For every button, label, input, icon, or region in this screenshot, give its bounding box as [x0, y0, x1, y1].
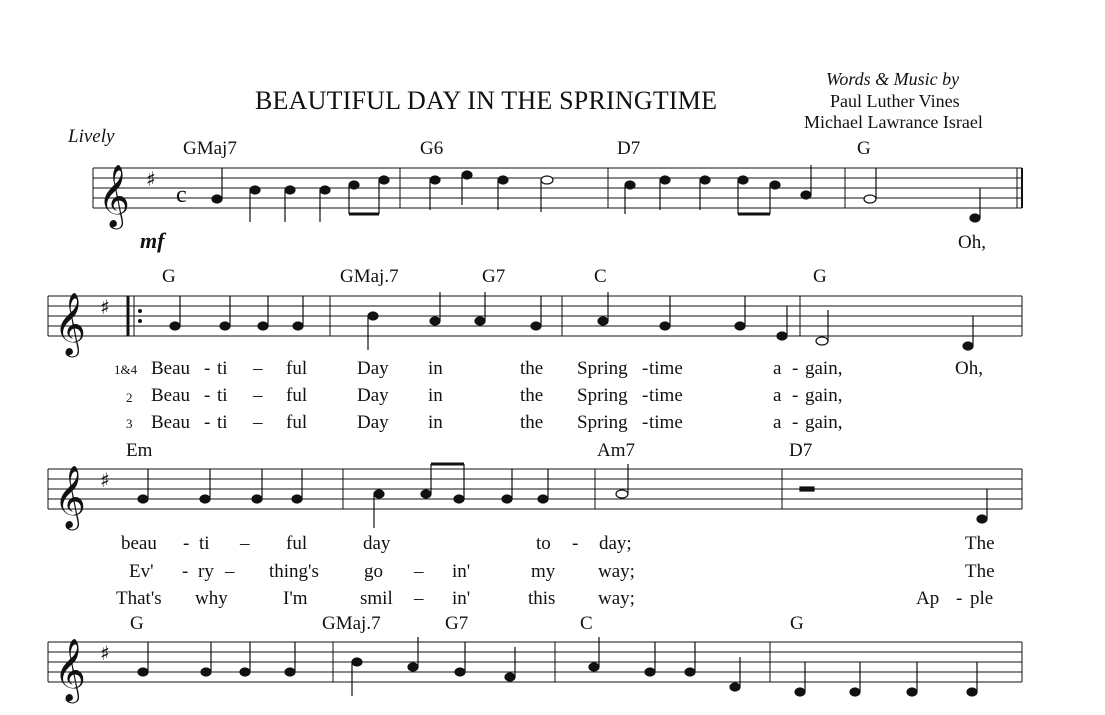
lyric-syllable: way; — [598, 561, 635, 582]
lyric-syllable: the — [520, 358, 544, 379]
lyric-syllable: day — [363, 533, 391, 554]
chord-symbol: GMaj7 — [183, 138, 237, 159]
barlines — [48, 168, 1022, 682]
lyric-syllable: day; — [599, 533, 632, 554]
lyric-syllable: a — [773, 412, 782, 433]
chord-symbol: G — [857, 138, 871, 159]
lyric-syllable: - — [642, 358, 649, 379]
lyric-syllable: the — [520, 412, 544, 433]
lyric-syllable: Spring — [577, 358, 628, 379]
lyric-syllable: in — [428, 358, 443, 379]
lyric-syllable: - — [956, 588, 963, 609]
lyric-syllable: - — [204, 385, 211, 406]
chord-symbol: Em — [126, 440, 153, 461]
lyric-syllable: Spring — [577, 412, 628, 433]
lyric-syllable: – — [253, 358, 263, 379]
staff-3 — [48, 469, 1022, 509]
chord-symbol: C — [580, 613, 593, 634]
lyric-syllable: ti — [217, 358, 228, 379]
lyric-syllable: Spring — [577, 385, 628, 406]
lyric-syllable: I'm — [283, 588, 308, 609]
lyric-syllable: Day — [357, 358, 389, 379]
lyric-syllable: Beau — [151, 358, 191, 379]
tempo-marking: Lively — [68, 126, 115, 147]
lyric-syllable: ti — [217, 412, 228, 433]
lyric-syllable: ry — [198, 561, 214, 582]
notes — [138, 165, 987, 696]
lyric-syllable: Day — [357, 385, 389, 406]
lyric-syllable: - — [792, 385, 799, 406]
lyric-syllable: time — [649, 412, 683, 433]
staff-1 — [93, 168, 1022, 208]
song-title: BEAUTIFUL DAY IN THE SPRINGTIME — [255, 86, 718, 115]
lyric-syllable: – — [253, 385, 263, 406]
chord-symbol: D7 — [789, 440, 813, 461]
lyric-syllable: Oh, — [958, 232, 986, 253]
chord-symbol: G7 — [445, 613, 469, 634]
lyric-syllable: in — [428, 412, 443, 433]
composer-2: Michael Lawrance Israel — [804, 112, 983, 132]
lyric-syllable: - — [642, 385, 649, 406]
lyric-syllable: That's — [116, 588, 162, 609]
chord-symbol: G7 — [482, 266, 506, 287]
lyric-syllable: – — [414, 588, 424, 609]
verse-number: 1&4 — [114, 362, 138, 377]
lyric-syllable: Ev' — [129, 561, 154, 582]
lyric-syllable: way; — [598, 588, 635, 609]
lyric-syllable: - — [183, 533, 190, 554]
sharp-icon: ♯ — [100, 468, 110, 492]
composer-1: Paul Luther Vines — [830, 91, 960, 111]
lyric-syllable: a — [773, 358, 782, 379]
lyric-syllable: smil — [360, 588, 393, 609]
lyric-syllable: a — [773, 385, 782, 406]
chord-symbol: GMaj.7 — [340, 266, 399, 287]
treble-clef-icon: 𝄞 — [54, 292, 86, 355]
treble-clef-icon: 𝄞 — [54, 465, 86, 528]
repeat-dot-icon — [138, 319, 142, 323]
lyric-syllable: the — [520, 385, 544, 406]
lyric-syllable: ti — [217, 385, 228, 406]
lyric-syllable: - — [792, 412, 799, 433]
lyric-syllable: ple — [970, 588, 994, 609]
lyric-syllable: - — [204, 358, 211, 379]
chord-symbol: G6 — [420, 138, 444, 159]
lyric-syllable: - — [572, 533, 579, 554]
lyric-syllable: beau — [121, 533, 157, 554]
lyric-syllable: ti — [199, 533, 210, 554]
chord-symbol: C — [594, 266, 607, 287]
common-time-icon: c — [176, 182, 187, 208]
lyric-syllable: – — [414, 561, 424, 582]
chord-symbol: GMaj.7 — [322, 613, 381, 634]
lyric-syllable: time — [649, 358, 683, 379]
lyric-syllable: ful — [286, 385, 308, 406]
chord-symbol: G — [130, 613, 144, 634]
verse-number: 2 — [126, 390, 133, 405]
lyric-syllable: gain, — [805, 412, 843, 433]
lyric-syllable: to — [536, 533, 551, 554]
lyric-syllable: thing's — [269, 561, 319, 582]
repeat-dot-icon — [138, 309, 142, 313]
sharp-icon: ♯ — [146, 167, 156, 191]
lyric-syllable: in — [428, 385, 443, 406]
lyric-syllable: in' — [452, 588, 471, 609]
chord-symbol: G — [813, 266, 827, 287]
treble-clef-icon: 𝄞 — [54, 638, 86, 701]
lyric-syllable: Beau — [151, 385, 191, 406]
lyric-syllable: - — [204, 412, 211, 433]
staff-4 — [48, 642, 1022, 682]
lyric-syllable: - — [182, 561, 189, 582]
lyric-syllable: gain, — [805, 385, 843, 406]
lyric-syllable: - — [792, 358, 799, 379]
lyric-syllable: why — [195, 588, 228, 609]
lyric-syllable: time — [649, 385, 683, 406]
lyric-syllable: - — [642, 412, 649, 433]
chord-symbol: G — [162, 266, 176, 287]
sharp-icon: ♯ — [100, 641, 110, 665]
chord-symbol: Am7 — [597, 440, 635, 461]
lyric-syllable: Oh, — [955, 358, 983, 379]
lyric-syllable: ful — [286, 533, 308, 554]
lyric-syllable: this — [528, 588, 556, 609]
lyric-syllable: my — [531, 561, 556, 582]
lyric-syllable: Day — [357, 412, 389, 433]
lyric-syllable: gain, — [805, 358, 843, 379]
lyric-syllable: – — [253, 412, 263, 433]
lyric-syllable: go — [364, 561, 383, 582]
chord-symbol: G — [790, 613, 804, 634]
lyric-syllable: Beau — [151, 412, 191, 433]
lyric-syllable: The — [965, 533, 995, 554]
sharp-icon: ♯ — [100, 295, 110, 319]
verse-number: 3 — [126, 416, 133, 431]
lyric-syllable: – — [240, 533, 250, 554]
treble-clef-icon: 𝄞 — [98, 164, 130, 227]
lyric-syllable: in' — [452, 561, 471, 582]
dynamic-marking: mf — [140, 228, 165, 253]
lyric-syllable: ful — [286, 358, 308, 379]
credits-label: Words & Music by — [826, 69, 960, 89]
lyric-syllable: – — [225, 561, 235, 582]
chord-symbol: D7 — [617, 138, 641, 159]
lyric-syllable: ful — [286, 412, 308, 433]
lyric-syllable: Ap — [916, 588, 940, 609]
lyric-syllable: The — [965, 561, 995, 582]
